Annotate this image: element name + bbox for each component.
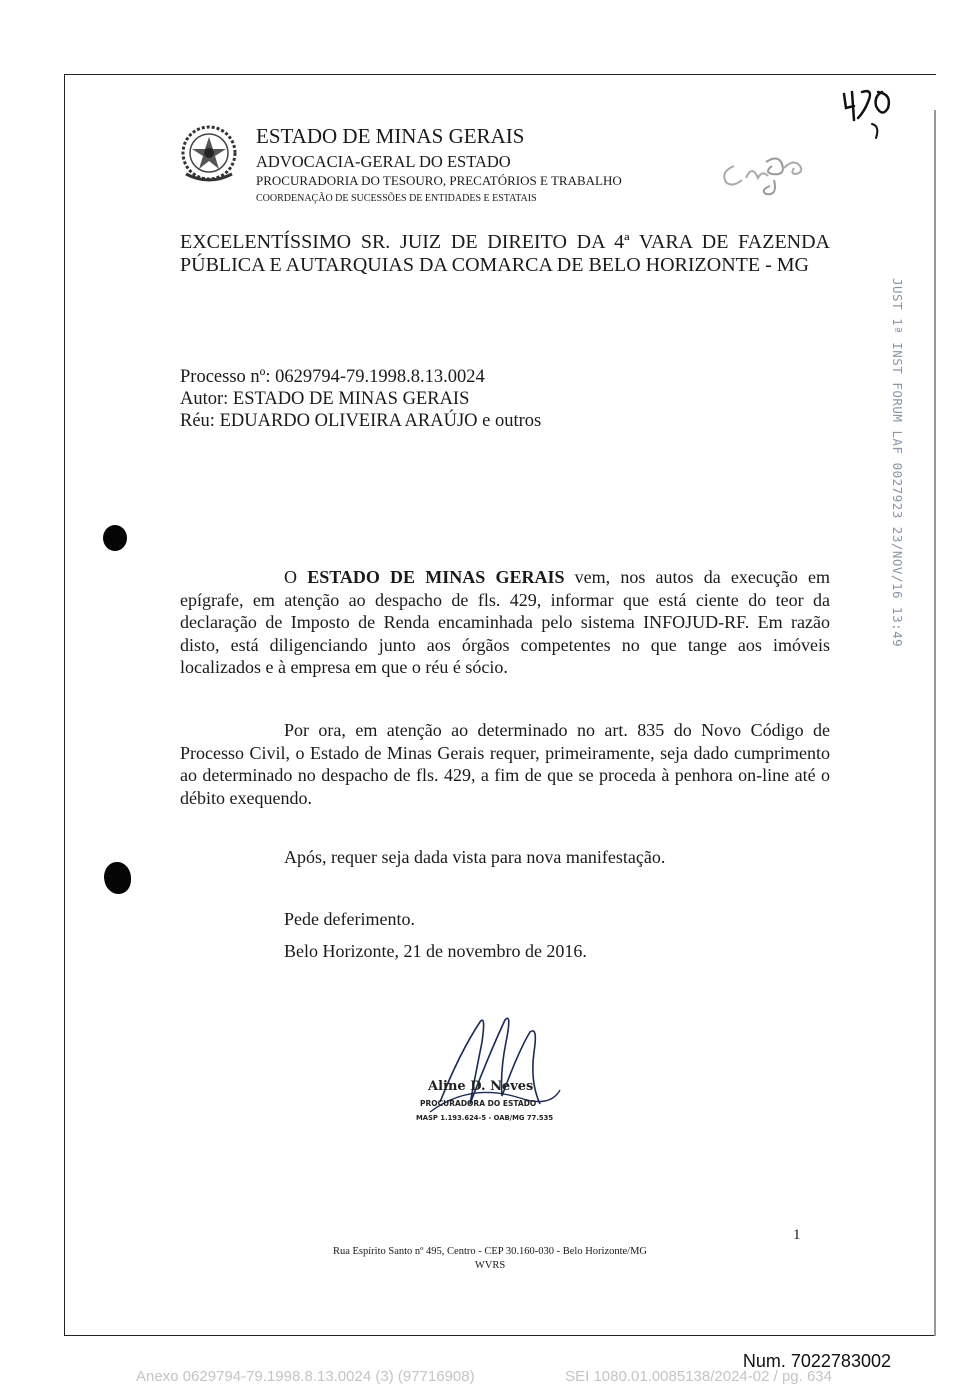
closing-request: Pede deferimento.: [284, 909, 415, 929]
paragraph-3: Após, requer seja dada vista para nova manifestação.: [284, 847, 666, 867]
addressee: [180, 231, 830, 276]
protocol-stamp: JUST 1ª INST FORUM LAF 0027923 23/NOV/16 13:49: [890, 278, 905, 648]
p1-rest: vem, nos autos da execução em epígrafe, em atenção ao despacho de fls. 429, informar que está ciente do teor da declaração de Imposto de Renda encaminhada pelo sistema INFOJUD-RF. Em razão disto, está diligenciando junto aos órgãos competentes no que tange aos imóveis localizados e à empresa em que o réu é sócio.: [180, 567, 831, 678]
coat-of-arms-logo: [180, 124, 238, 184]
addressee-line-2: PÚBLICA E AUTARQUIAS DA COMARCA DE BELO HORIZONTE - MG: [180, 253, 809, 276]
header-agency: ADVOCACIA-GERAL DO ESTADO: [256, 152, 511, 171]
punch-hole-bottom: [104, 862, 131, 894]
signature-stamp: [410, 1012, 585, 1140]
footer-address: Rua Espírito Santo nº 495, Centro - CEP 30.160-030 - Belo Horizonte/MG: [332, 1246, 648, 1257]
header-state: ESTADO DE MINAS GERAIS: [256, 124, 525, 148]
place-date: Belo Horizonte, 21 de novembro de 2016.: [284, 941, 587, 961]
handwritten-page-number: [838, 86, 898, 142]
p1-lead: O: [284, 567, 308, 587]
signature-title-stamp: PROCURADORA DO ESTADO: [420, 1099, 537, 1108]
p1-bold-party: ESTADO DE MINAS GERAIS: [307, 567, 565, 587]
page-number: 1: [793, 1227, 801, 1243]
carga-stamp-mark: [716, 150, 812, 198]
punch-hole-top: [103, 525, 127, 551]
case-author: Autor: ESTADO DE MINAS GERAIS: [180, 389, 470, 409]
header-department: PROCURADORIA DO TESOURO, PRECATÓRIOS E TRABALHO: [256, 173, 622, 188]
paragraph-2: [180, 719, 830, 809]
document-number: Num. 7022783002: [742, 1351, 891, 1371]
page-frame-right-edge: [934, 110, 936, 1336]
annex-reference: Anexo 0629794-79.1998.8.13.0024 (3) (97716908): [136, 1368, 475, 1385]
signature-name-stamp: Aline D. Neves: [428, 1079, 534, 1094]
paragraph-1: [180, 566, 830, 679]
p2-text: Por ora, em atenção ao determinado no art. 835 do Novo Código de Processo Civil, o Estado de Minas Gerais requer, primeiramente, seja dado cumprimento ao determinado no despacho de fls. 429, a fim de que se proceda à penhora on-line até o débito exequendo.: [180, 720, 830, 808]
sei-reference: SEI 1080.01.0085138/2024-02 / pg. 634: [565, 1368, 832, 1385]
footer-initials: WVRS: [474, 1260, 506, 1271]
signature-masp-stamp: MASP 1.193.624-5 - OAB/MG 77.535: [416, 1114, 554, 1122]
header-coordination: COORDENAÇÃO DE SUCESSÕES DE ENTIDADES E ESTATAIS: [256, 193, 537, 204]
addressee-line-1: EXCELENTÍSSIMO SR. JUIZ DE DIREITO DA 4ª VARA DE FAZENDA: [180, 231, 830, 253]
process-number: Processo nº: 0629794-79.1998.8.13.0024: [180, 367, 485, 387]
case-defendant: Réu: EDUARDO OLIVEIRA ARAÚJO e outros: [180, 411, 542, 431]
system-footer: [136, 1368, 832, 1385]
